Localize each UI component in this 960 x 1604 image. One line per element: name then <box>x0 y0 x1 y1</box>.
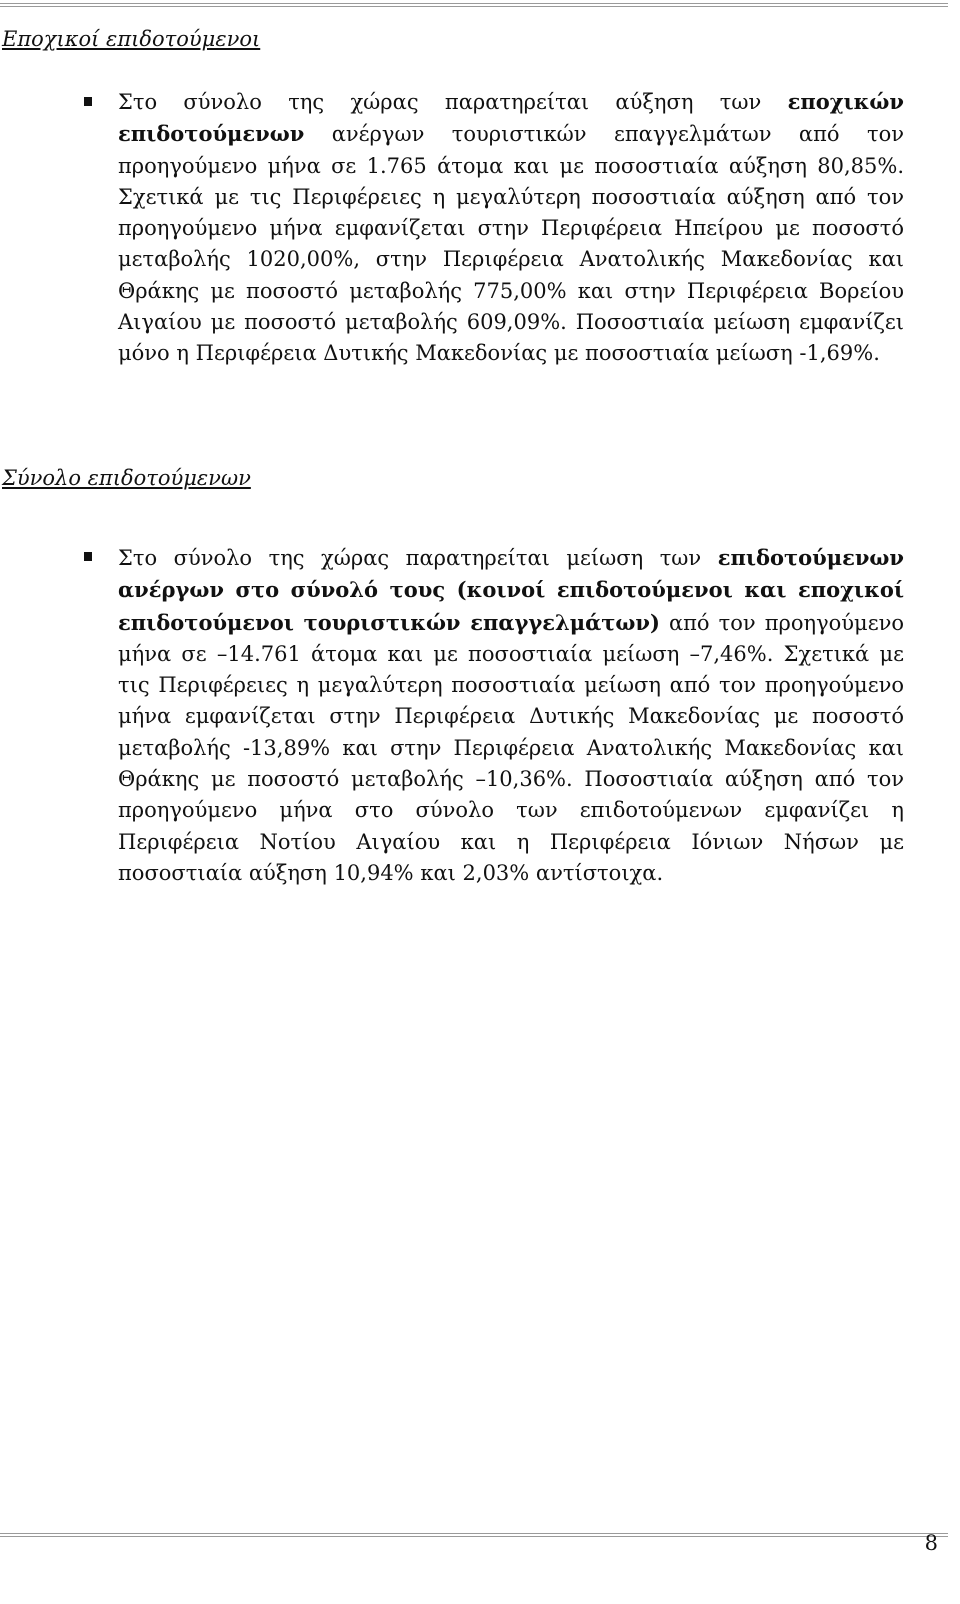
paragraph-total-beneficiaries <box>118 542 904 889</box>
header-rule <box>0 3 948 7</box>
paragraph-text: Στο σύνολο της χώρας παρατηρείται μείωση των <box>118 546 718 570</box>
square-bullet-icon <box>84 552 92 561</box>
square-bullet-icon <box>84 97 92 106</box>
section-heading-seasonal-beneficiaries: Εποχικοί επιδοτούμενοι <box>2 27 261 51</box>
paragraph-bold-text: επιδοτούμενων ανέργων στο σύνολό τους (κοινοί επιδοτούμενοι και εποχικοί επιδοτούμενοι τουριστικών επαγγελμάτων) <box>118 545 904 635</box>
section-heading-total-beneficiaries: Σύνολο επιδοτούμενων <box>2 466 251 490</box>
footer-rule <box>0 1533 948 1537</box>
paragraph-text: Στο σύνολο της χώρας παρατηρείται αύξηση των <box>118 90 788 114</box>
paragraph-text: ανέργων τουριστικών επαγγελμάτων από τον προηγούμενο μήνα σε 1.765 άτομα και με ποσοστιαία αύξηση 80,85%. Σχετικά με τις Περιφέρειες η μεγαλύτερη ποσοστιαία αύξηση από τον προηγούμενο μήνα εμφανίζεται στην Περιφέρεια Ηπείρου με ποσοστό μεταβολής 1020,00%, στην Περιφέρεια Ανατολικής Μακεδονίας και Θράκης με ποσοστό μεταβολής 775,00% και στην Περιφέρεια Βορείου Αιγαίου με ποσοστό μεταβολής 609,09%. Ποσοστιαία μείωση εμφανίζει μόνο η Περιφέρεια Δυτικής Μακεδονίας με ποσοστιαία μείωση -1,69%. <box>118 122 904 366</box>
paragraph-seasonal-beneficiaries <box>118 86 904 370</box>
paragraph-bold-text: εποχικών επιδοτούμενων <box>118 89 904 147</box>
page-number: 8 <box>924 1531 938 1555</box>
paragraph-text: από τον προηγούμενο μήνα σε –14.761 άτομα και με ποσοστιαία μείωση –7,46%. Σχετικά με τις Περιφέρειες η μεγαλύτερη ποσοστιαία μείωση από τον προηγούμενο μήνα εμφανίζεται στην Περιφέρεια Δυτικής Μακεδονίας με ποσοστό μεταβολής -13,89% και στην Περιφέρεια Ανατολικής Μακεδονίας και Θράκης με ποσοστό μεταβολής –10,36%. Ποσοστιαία αύξηση από τον προηγούμενο μήνα στο σύνολο των επιδοτούμενων εμφανίζει η Περιφέρεια Νοτίου Αιγαίου και η Περιφέρεια Ιόνιων Νήσων με ποσοστιαία αύξηση 10,94% και 2,03% αντίστοιχα. <box>118 610 904 885</box>
